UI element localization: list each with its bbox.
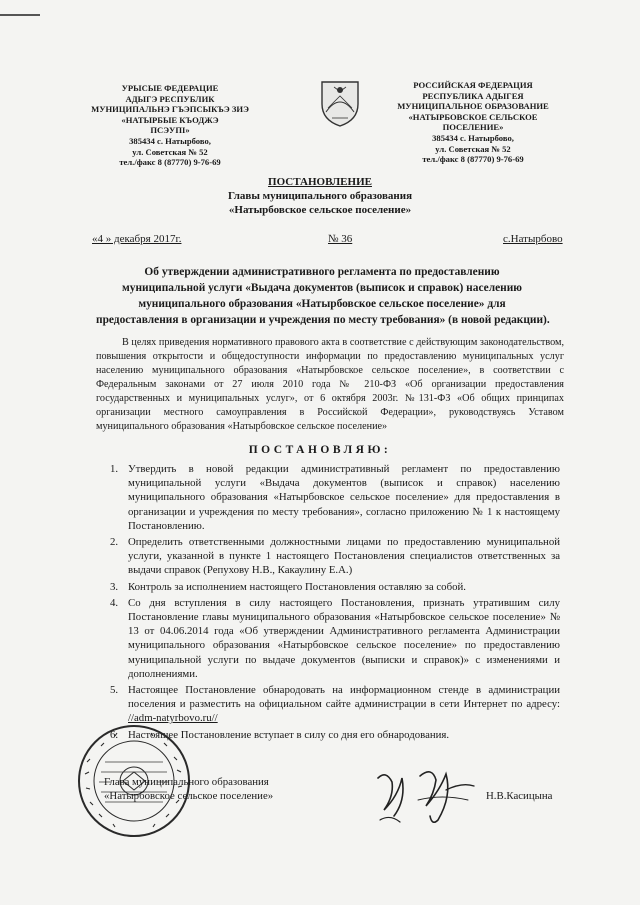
decree-heading: ПОСТАНОВЛЯЮ:	[248, 444, 392, 456]
document-place: с.Натырбово	[503, 233, 563, 245]
header-right-line: «НАТЫРБОВСКОЕ СЕЛЬСКОЕ	[408, 111, 538, 122]
header-right-line: РЕСПУБЛИКА АДЫГЕЯ	[422, 90, 524, 101]
header-left-line: ул. Советская № 52	[132, 146, 208, 157]
item-text: Контроль за исполнением настоящего Постановления оставляю за собой.	[128, 580, 466, 593]
item-text: Определить ответственными должностными лицами по предоставлению муниципальной услуги, указанной в пункте 1 настоящего Постановления специалистов ответственных за выдачи справок (Репухову Н.В., Какаулину Е.А.)	[128, 536, 560, 577]
item-number: 2.	[110, 536, 119, 549]
header-right-line: ул. Советская № 52	[435, 143, 511, 154]
website-link[interactable]: //adm-natyrbovo.ru//	[128, 712, 218, 725]
issuer-line: Главы муниципального образования	[227, 190, 413, 202]
decree-item	[104, 462, 560, 533]
decree-item	[104, 596, 560, 681]
header-left-line: УРЫСЫЕ ФЕДЕРАЦИЕ	[121, 83, 219, 93]
header-left	[85, 83, 255, 168]
signatory-title	[104, 775, 273, 803]
document-type: ПОСТАНОВЛЕНИЕ	[268, 176, 372, 188]
header-right-line: РОССИЙСКАЯ ФЕДЕРАЦИЯ	[413, 80, 533, 90]
preamble-paragraph: В целях приведения нормативного правового акта в соответствие с действующим законодательством, повышения открытости и общедоступности информации по предоставлению муниципальных услуг населению муниципального образования «Натырбовское сельское поселение», в соответствии с Федеральным законами от 27 июля 2010 года № 210-ФЗ «Об организации предоставления государственных и муниципальных услуг», от 6 октября 2003г. №131-ФЗ «Об общих принципах организации местного самоуправления в Российской Федерации», руководствуясь Уставом муниципального образования «Натырбовское сельское поселение»	[96, 337, 564, 432]
item-number: 3.	[110, 580, 119, 593]
header-right-line: 385434 с. Натырбово,	[432, 132, 514, 143]
item-number: 4.	[110, 596, 119, 609]
item-text: Настоящее Постановление вступает в силу со дня его обнародования.	[128, 728, 450, 741]
signatory-title-line: Глава муниципального образования	[104, 776, 269, 788]
header-left-line: ПСЭУПІ»	[150, 125, 190, 136]
signatory-name: Н.В.Касицына	[486, 790, 553, 802]
document-number: № 36	[328, 233, 353, 245]
header-right-line: ПОСЕЛЕНИЕ»	[442, 122, 504, 133]
subject-line: предоставления в организации и учреждения по месту требования» (в новой редакции).	[96, 314, 550, 326]
header-left-line: АДЫГЭ РЕСПУБЛИК	[125, 93, 215, 104]
decree-item	[104, 683, 560, 726]
item-text: Утвердить в новой редакции административный регламент по предоставлению муниципальной услуги «Выдача документов (выписок и справок) населению муниципального образования «Натырбовское сельское поселение» для предоставления в организации и учреждения по месту требования», согласно приложению № 1 к настоящему Постановлению.	[128, 463, 560, 532]
subject-line: муниципального образования «Натырбовское сельское поселение» для	[138, 298, 506, 310]
item-text: Со дня вступления в силу настоящего Постановления, признать утратившим силу Постановление главы муниципального образования «Натырбовское сельское поселение» № 13 от 04.06.2014 года «Об утверждении Административного регламента Администрации муниципального образования «Натырбовское сельское поселение» по предоставлению муниципальной услуги по выдаче документов (выписки и справок)» с изменениями и дополнениями.	[128, 596, 560, 680]
item-number: 6.	[110, 728, 119, 741]
decree-item	[104, 580, 560, 594]
item-number: 5.	[110, 684, 119, 697]
subject-line: муниципальной услуги «Выдача документов (выписок и справок) населению	[122, 282, 522, 294]
item-text: Настоящее Постановление обнародовать на информационном стенде в администрации поселения и разместить на официальном сайте администрации в сети Интернет по адресу:	[128, 684, 560, 711]
document-subject	[96, 264, 548, 328]
scan-edge-mark	[0, 14, 40, 16]
header-left-line: 385434 с. Натырбово,	[129, 135, 211, 146]
header-right-line: тел./факс 8 (87770) 9-76-69	[422, 154, 524, 165]
coat-of-arms-emblem	[318, 78, 362, 128]
document-title-block	[0, 175, 640, 217]
issuer-line: «Натырбовское сельское поселение»	[228, 204, 412, 216]
item-number: 1.	[110, 463, 119, 475]
header-left-line: тел./факс 8 (87770) 9-76-69	[119, 157, 221, 168]
header-left-line: МУНИЦИПАЛЬНЭ ГЪЭПСЫКЪЭ ЗИЭ	[91, 104, 249, 115]
handwritten-signature	[372, 760, 482, 830]
header-left-line: «НАТЫРБЫЕ КЪОДЖЭ	[121, 114, 219, 125]
header-right-line: МУНИЦИПАЛЬНОЕ ОБРАЗОВАНИЕ	[397, 101, 549, 112]
document-date: «4 » декабря 2017г.	[92, 233, 182, 245]
decree-items-list	[104, 462, 560, 744]
subject-line: Об утверждении административного регламента по предоставлению	[144, 266, 500, 278]
header-right	[388, 80, 558, 165]
decree-item	[104, 535, 560, 578]
signatory-title-line: «Натырбовское сельское поселение»	[104, 790, 274, 802]
